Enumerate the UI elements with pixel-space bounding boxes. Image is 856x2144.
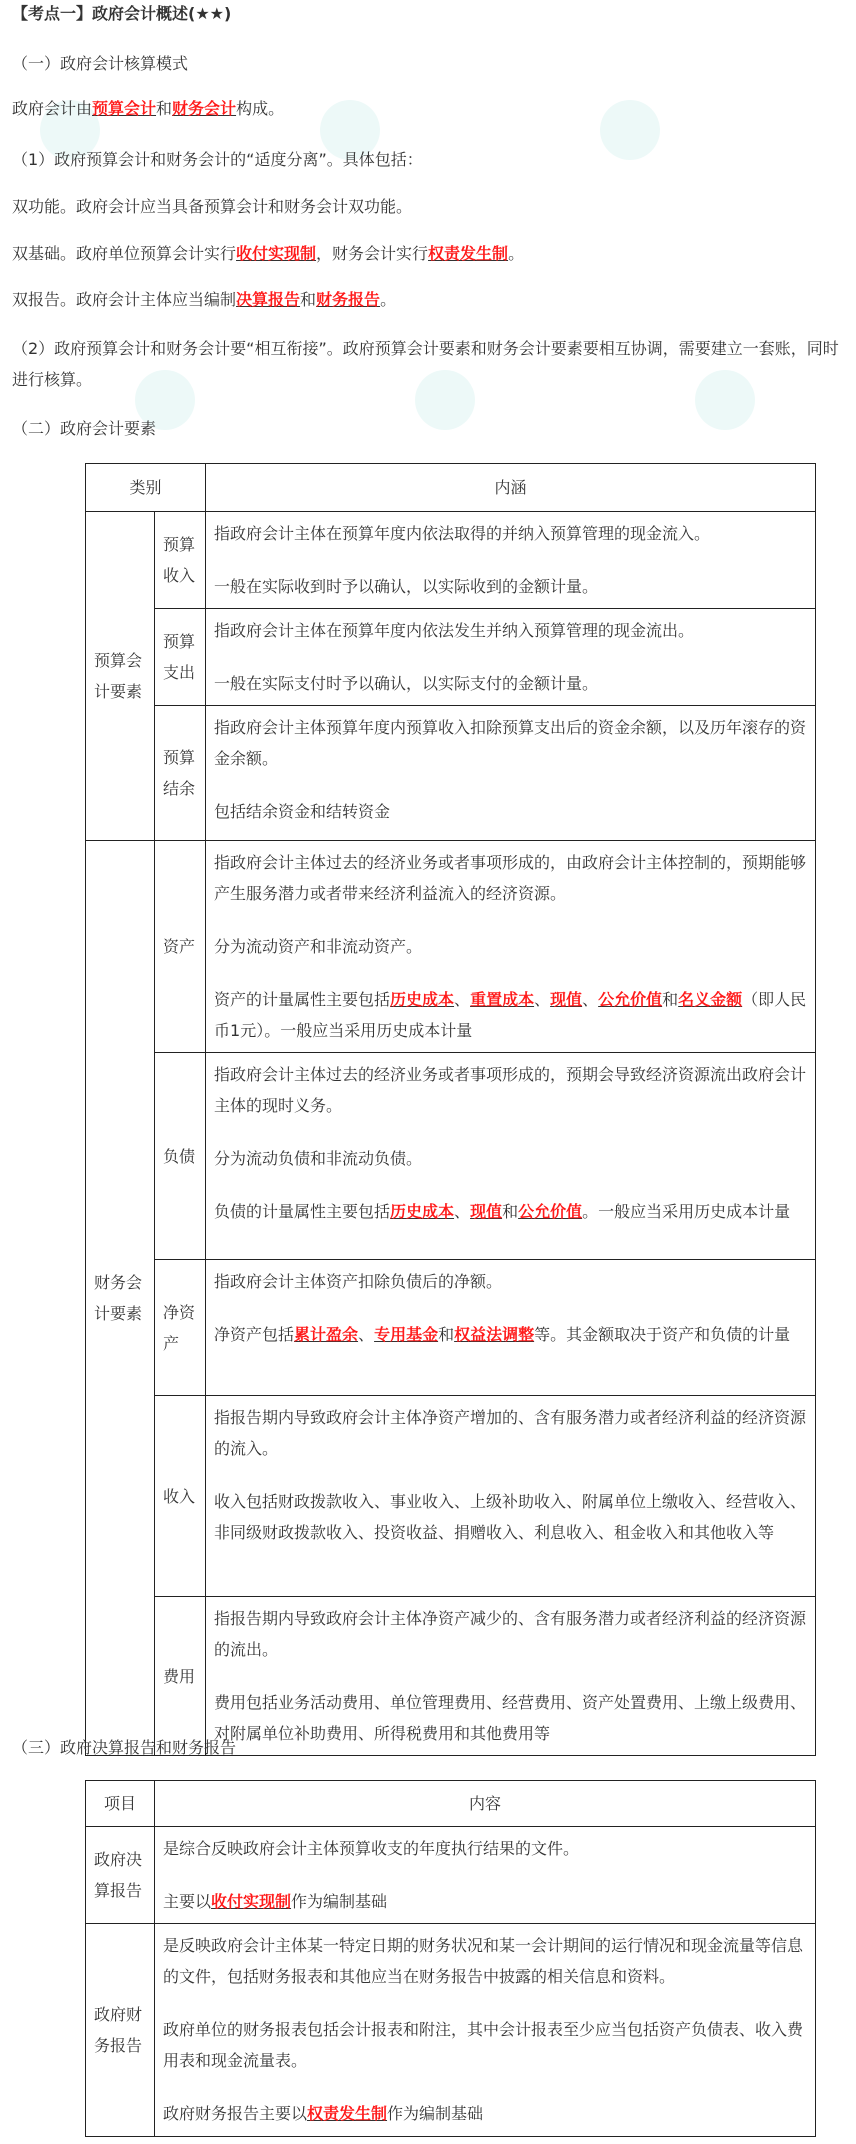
element-label-cell: 负债: [155, 1053, 206, 1260]
text-run: 和: [502, 1202, 519, 1221]
table-row: [86, 1053, 816, 1260]
text-run: 、: [358, 1325, 375, 1344]
cell-paragraph: [214, 571, 807, 602]
text-run: 。一般应当采用历史成本计量: [582, 1202, 791, 1221]
text-run: 分为流动资产和非流动资产。: [214, 937, 423, 956]
content-cell: [155, 1827, 816, 1924]
text-run: （1）政府预算会计和财务会计的“适度分离”。具体包括：: [12, 150, 423, 169]
element-label-cell: 资产: [155, 841, 206, 1053]
table-row: [86, 1260, 816, 1396]
text-run: 一般在实际收到时予以确认，以实际收到的金额计量。: [214, 577, 599, 596]
watermark-logo: [600, 100, 660, 160]
element-label-cell: 预算结余: [155, 706, 206, 841]
text-run: 双基础。政府单位预算会计实行: [12, 244, 237, 263]
cell-paragraph: [163, 1930, 807, 1992]
cell-paragraph: [163, 1833, 807, 1864]
text-run: 分为流动负债和非流动负债。: [214, 1149, 423, 1168]
text-run: 、: [454, 1202, 471, 1221]
table-row: [86, 706, 816, 841]
header-item: 项目: [86, 1781, 155, 1827]
cell-paragraph: [214, 615, 807, 646]
text-run: 和: [438, 1325, 455, 1344]
content-cell: [206, 841, 816, 1053]
text-run: 。: [508, 244, 525, 263]
text-run: 政府会计由: [12, 99, 93, 118]
key-term: 权益法调整: [454, 1325, 535, 1344]
report-label-cell: 政府财务报告: [86, 1924, 155, 2137]
key-term: 重置成本: [470, 990, 535, 1009]
text-run: 政府单位的财务报表包括会计报表和附注，其中会计报表至少应当包括资产负债表、收入费用表和现金流量表。: [163, 2020, 804, 2070]
header-category: 类别: [86, 464, 206, 512]
text-run: 资产的计量属性主要包括: [214, 990, 391, 1009]
cell-paragraph: [214, 668, 807, 699]
table-row: [86, 609, 816, 706]
cell-paragraph: [163, 2098, 807, 2129]
key-term: 预算会计: [92, 99, 157, 118]
key-term: 收付实现制: [211, 1892, 292, 1911]
paragraph: [12, 144, 423, 175]
key-term: 决算报告: [236, 290, 301, 309]
text-run: 双报告。政府会计主体应当编制: [12, 290, 237, 309]
text-run: （即人民币1元）。一般应当采用历史成本计量: [214, 990, 807, 1040]
content-cell: [206, 706, 816, 841]
element-label-cell: 收入: [155, 1396, 206, 1597]
cell-paragraph: [214, 518, 807, 549]
reports-table: [85, 1780, 816, 2137]
text-run: 双功能。政府会计应当具备预算会计和财务会计双功能。: [12, 197, 413, 216]
text-run: 指报告期内导致政府会计主体净资产增加的、含有服务潜力或者经济利益的经济资源的流入。: [214, 1408, 807, 1458]
cell-paragraph: [214, 1486, 807, 1548]
paragraph: [12, 93, 284, 124]
text-run: 指政府会计主体过去的经济业务或者事项形成的，预期会导致经济资源流出政府会计主体的现时义务。: [214, 1065, 807, 1115]
key-term: 名义金额: [678, 990, 743, 1009]
cell-paragraph: [163, 2014, 807, 2076]
section-1-title: （一）政府会计核算模式: [12, 54, 189, 73]
report-label-cell: 政府决算报告: [86, 1827, 155, 1924]
key-term: 公允价值: [598, 990, 663, 1009]
cell-paragraph: [163, 1886, 807, 1917]
text-run: 和: [300, 290, 317, 309]
cell-paragraph: [214, 712, 807, 774]
paragraph: [12, 191, 412, 222]
text-run: 费用包括业务活动费用、单位管理费用、经营费用、资产处置费用、上缴上级费用、对附属单位补助费用、所得税费用和其他费用等: [214, 1693, 807, 1743]
text-run: 和: [662, 990, 679, 1009]
table-header-row: [86, 1781, 816, 1827]
text-run: 指报告期内导致政府会计主体净资产减少的、含有服务潜力或者经济利益的经济资源的流出。: [214, 1609, 807, 1659]
section-2-title: （二）政府会计要素: [12, 419, 157, 438]
content-cell: [206, 1053, 816, 1260]
key-term: 财务报告: [316, 290, 381, 309]
key-term: 历史成本: [390, 1202, 455, 1221]
key-term: 专用基金: [374, 1325, 439, 1344]
text-run: （2）政府预算会计和财务会计要“相互衔接”。政府预算会计要素和财务会计要素要相互协调，需要建立一套账，同时进行核算。: [12, 339, 839, 389]
table-row: [86, 1396, 816, 1597]
cell-paragraph: [214, 847, 807, 909]
header-content: 内容: [155, 1781, 816, 1827]
content-cell: [206, 512, 816, 609]
text-run: 作为编制基础: [387, 2104, 484, 2123]
header-content: 内涵: [206, 464, 816, 512]
text-run: 指政府会计主体在预算年度内依法取得的并纳入预算管理的现金流入。: [214, 524, 711, 543]
key-term: 公允价值: [518, 1202, 583, 1221]
key-term: 现值: [470, 1202, 503, 1221]
table-row: [86, 841, 816, 1053]
text-run: 是反映政府会计主体某一特定日期的财务状况和某一会计期间的运行情况和现金流量等信息的文件，包括财务报表和其他应当在财务报告中披露的相关信息和资料。: [163, 1936, 804, 1986]
text-run: 作为编制基础: [291, 1892, 388, 1911]
element-label-cell: 预算收入: [155, 512, 206, 609]
key-term: 权责发生制: [428, 244, 509, 263]
key-term: 历史成本: [390, 990, 455, 1009]
government-accounting-elements-table: [85, 463, 816, 1756]
table-header-row: [86, 464, 816, 512]
text-run: 等。其金额取决于资产和负债的计量: [534, 1325, 791, 1344]
element-label-cell: 费用: [155, 1597, 206, 1756]
table-row: [86, 1924, 816, 2137]
text-run: 负债的计量属性主要包括: [214, 1202, 391, 1221]
content-cell: [206, 1396, 816, 1597]
text-run: 。: [380, 290, 397, 309]
text-run: 一般在实际支付时予以确认，以实际支付的金额计量。: [214, 674, 599, 693]
text-run: 构成。: [236, 99, 285, 118]
cell-paragraph: [214, 1266, 807, 1297]
key-term: 收付实现制: [236, 244, 317, 263]
key-term: 财务会计: [172, 99, 237, 118]
paragraph: [12, 284, 396, 315]
key-term: 累计盈余: [294, 1325, 359, 1344]
cell-paragraph: [214, 1143, 807, 1174]
text-run: 收入包括财政拨款收入、事业收入、上级补助收入、附属单位上缴收入、经营收入、非同级财政拨款收入、投资收益、捐赠收入、利息收入、租金收入和其他收入等: [214, 1492, 807, 1542]
key-term: 权责发生制: [307, 2104, 388, 2123]
text-run: ，财务会计实行: [316, 244, 429, 263]
text-run: 指政府会计主体过去的经济业务或者事项形成的，由政府会计主体控制的，预期能够产生服务潜力或者带来经济利益流入的经济资源。: [214, 853, 807, 903]
paragraph: [12, 238, 524, 269]
text-run: 和: [156, 99, 173, 118]
text-run: 政府财务报告主要以: [163, 2104, 308, 2123]
cell-paragraph: [214, 984, 807, 1046]
group-label-cell: 财务会计要素: [86, 841, 155, 1756]
text-run: 指政府会计主体预算年度内预算收入扣除预算支出后的资金余额，以及历年滚存的资金余额。: [214, 718, 807, 768]
text-run: 是综合反映政府会计主体预算收支的年度执行结果的文件。: [163, 1839, 580, 1858]
element-label-cell: 净资产: [155, 1260, 206, 1396]
text-run: 包括结余资金和结转资金: [214, 802, 391, 821]
cell-paragraph: [214, 1603, 807, 1665]
text-run: 主要以: [163, 1892, 212, 1911]
key-term: 现值: [550, 990, 583, 1009]
cell-paragraph: [214, 796, 807, 827]
content-cell: [155, 1924, 816, 2137]
content-cell: [206, 1597, 816, 1756]
text-run: 指政府会计主体在预算年度内依法发生并纳入预算管理的现金流出。: [214, 621, 695, 640]
paragraph: [12, 333, 850, 395]
element-label-cell: 预算支出: [155, 609, 206, 706]
section-3-title: （三）政府决算报告和财务报告: [12, 1738, 237, 1757]
content-cell: [206, 1260, 816, 1396]
group-label-cell: 预算会计要素: [86, 512, 155, 841]
cell-paragraph: [214, 1402, 807, 1464]
text-run: 、: [454, 990, 471, 1009]
page-heading: 【考点一】政府会计概述(★★): [12, 4, 232, 23]
table-row: [86, 1827, 816, 1924]
cell-paragraph: [214, 1687, 807, 1749]
cell-paragraph: [214, 1059, 807, 1121]
text-run: 、: [582, 990, 599, 1009]
table-row: [86, 512, 816, 609]
text-run: 指政府会计主体资产扣除负债后的净额。: [214, 1272, 503, 1291]
cell-paragraph: [214, 1319, 807, 1350]
cell-paragraph: [214, 931, 807, 962]
text-run: 、: [534, 990, 551, 1009]
text-run: 净资产包括: [214, 1325, 295, 1344]
cell-paragraph: [214, 1196, 807, 1227]
content-cell: [206, 609, 816, 706]
